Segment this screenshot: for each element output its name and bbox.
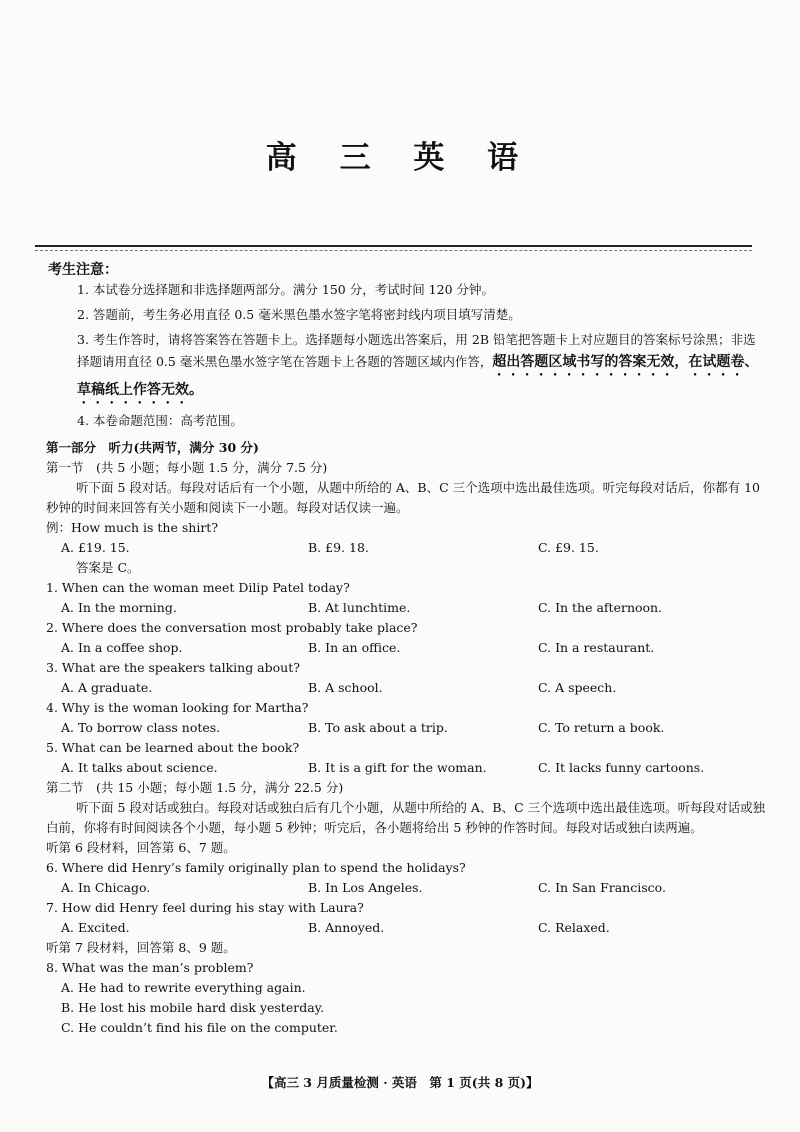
question-2-option-b: B. In an office. — [308, 640, 401, 655]
page-title: 高 三 英 语 — [265, 140, 535, 176]
question-8-option-b: B. He lost his mobile hard disk yesterday. — [61, 1000, 325, 1015]
section1-instructions: 听下面 5 段对话。每段对话后有一个小题，从题中所给的 A、B、C 三个选项中选出最佳选项。听完每段对话后，你都有 10 秒钟的时间来回答有关小题和阅读下一小题。每段对话仅读一遍。 — [46, 480, 761, 515]
notice-item-3-emphasis: 超出答题区域书写的答案无效，在试题卷、草稿纸上作答无效。 — [77, 354, 759, 398]
question-2-options — [46, 638, 766, 658]
header-divider-dashed — [35, 250, 752, 251]
part1-heading: 第一部分 听力(共两节，满分 30 分) — [46, 440, 259, 455]
question-8-option-c: C. He couldn’t find his file on the computer. — [61, 1020, 338, 1035]
header-divider — [35, 245, 752, 247]
question-1-options — [46, 598, 766, 618]
question-2-option-a: A. In a coffee shop. — [61, 640, 183, 655]
example-question: 例：How much is the shirt? — [46, 520, 219, 535]
page-footer: 【高三 3 月质量检测 · 英语 第 1 页(共 8 页)】 — [261, 1075, 539, 1090]
section2-heading: 第二节 (共 15 小题；每小题 1.5 分，满分 22.5 分) — [46, 780, 344, 795]
section2-instructions: 听下面 5 段对话或独白。每段对话或独白后有几个小题，从题中所给的 A、B、C 三个选项中选出最佳选项。听每段对话或独白前，你将有时间阅读各个小题，每小题 5 秒钟；听完后，各小题将给出 5 秒钟的作答时间。每段对话或独白读两遍。 — [46, 800, 766, 835]
material-7-label: 听第 7 段材料，回答第 8、9 题。 — [46, 940, 236, 955]
notice-list — [77, 279, 767, 435]
question-5-option-c: C. It lacks funny cartoons. — [538, 760, 705, 775]
notice-heading: 考生注意： — [48, 262, 118, 278]
question-6-option-a: A. In Chicago. — [61, 880, 151, 895]
material-6-label: 听第 6 段材料，回答第 6、7 题。 — [46, 840, 236, 855]
question-7: 7. How did Henry feel during his stay with Laura? — [46, 900, 364, 915]
question-1-option-b: B. At lunchtime. — [308, 600, 411, 615]
question-5-options — [46, 758, 766, 778]
question-5-option-a: A. It talks about science. — [61, 760, 218, 775]
question-4: 4. Why is the woman looking for Martha? — [46, 700, 309, 715]
question-4-option-c: C. To return a book. — [538, 720, 665, 735]
question-5-option-b: B. It is a gift for the woman. — [308, 760, 487, 775]
question-8-option-a: A. He had to rewrite everything again. — [61, 980, 306, 995]
question-8: 8. What was the man’s problem? — [46, 960, 254, 975]
question-4-option-b: B. To ask about a trip. — [308, 720, 448, 735]
notice-item-4: 4. 本卷命题范围：高考范围。 — [77, 413, 243, 428]
notice-item-1: 1. 本试卷分选择题和非选择题两部分。满分 150 分，考试时间 120 分钟。 — [77, 282, 495, 297]
question-2-option-c: C. In a restaurant. — [538, 640, 655, 655]
question-4-option-a: A. To borrow class notes. — [61, 720, 221, 735]
question-4-options — [46, 718, 766, 738]
notice-item-3 — [77, 329, 767, 407]
question-7-option-c: C. Relaxed. — [538, 920, 610, 935]
example-option-c: C. £9. 15. — [538, 540, 599, 555]
question-1-option-a: A. In the morning. — [61, 600, 177, 615]
question-6-option-c: C. In San Francisco. — [538, 880, 666, 895]
example-answer: 答案是 C。 — [76, 560, 140, 575]
section1-heading: 第一节 (共 5 小题；每小题 1.5 分，满分 7.5 分) — [46, 460, 328, 475]
example-option-b: B. £9. 18. — [308, 540, 369, 555]
question-7-option-a: A. Excited. — [61, 920, 130, 935]
question-6: 6. Where did Henry’s family originally plan to spend the holidays? — [46, 860, 466, 875]
question-1-option-c: C. In the afternoon. — [538, 600, 663, 615]
example-options — [46, 538, 766, 558]
question-2: 2. Where does the conversation most probably take place? — [46, 620, 418, 635]
question-3-option-b: B. A school. — [308, 680, 383, 695]
question-3: 3. What are the speakers talking about? — [46, 660, 300, 675]
question-7-option-b: B. Annoyed. — [308, 920, 385, 935]
exam-body — [46, 438, 766, 1038]
question-1: 1. When can the woman meet Dilip Patel today? — [46, 580, 350, 595]
question-5: 5. What can be learned about the book? — [46, 740, 300, 755]
question-3-option-a: A. A graduate. — [61, 680, 153, 695]
notice-item-3-text: 3. 考生作答时，请将答案答在答题卡上。选择题每小题选出答案后，用 2B 铅笔把答题卡上对应题目的答案标号涂黑；非选择题请用直径 0.5 毫米黑色墨水签字笔在答题卡上各题的答题区域内作答， — [77, 332, 756, 369]
question-7-options — [46, 918, 766, 938]
notice-item-2: 2. 答题前，考生务必用直径 0.5 毫米黑色墨水签字笔将密封线内项目填写清楚。 — [77, 307, 521, 322]
question-3-option-c: C. A speech. — [538, 680, 617, 695]
question-6-options — [46, 878, 766, 898]
question-6-option-b: B. In Los Angeles. — [308, 880, 423, 895]
question-3-options — [46, 678, 766, 698]
example-option-a: A. £19. 15. — [61, 540, 130, 555]
